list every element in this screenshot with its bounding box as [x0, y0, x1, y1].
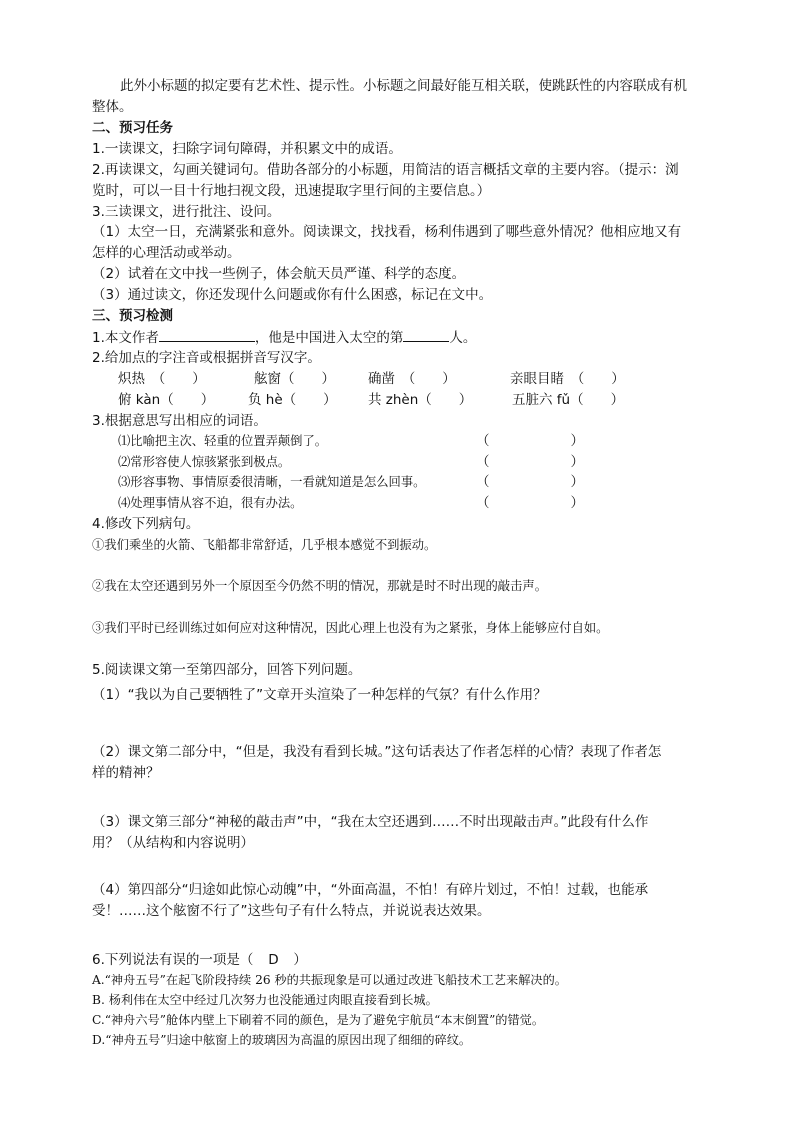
question-5-3-line-1: （3）课文第三部分“神秘的敲击声”中，“我在太空还遇到……不时出现敲击声。”此段有什么作: [92, 814, 649, 830]
question-3: 3.根据意思写出相应的词语。: [92, 413, 267, 429]
definition-item: ⑴比喻把主次、轻重的位置弄颠倒了。: [118, 434, 328, 448]
question-5-2-line-1: （2）课文第二部分中，“但是，我没有看到长城。”这句话表达了作者怎样的心情？表现了作者怎: [92, 744, 662, 760]
question-6-suffix: ）: [293, 952, 307, 968]
sick-sentence: ②我在太空还遇到另外一个原因至今仍然不明的情况，那就是时不时出现的敲击声。: [92, 579, 547, 593]
question-1-prefix: 1.本文作者: [92, 330, 159, 346]
author-blank[interactable]: [159, 327, 255, 342]
definition-item: ⑷处理事情从容不迫，很有办法。: [118, 496, 303, 510]
question-6-answer: D: [268, 952, 279, 968]
choice-option: A.“神舟五号”在起飞阶段持续 26 秒的共振现象是可以通过改进飞船技术工艺来解决的。: [92, 973, 567, 987]
task-3-1-line-1: （1）太空一日，充满紧张和意外。阅读课文，找找看，杨利伟遇到了哪些意外情况？他相应地又有: [92, 224, 682, 240]
choice-option: B. 杨利伟在太空中经过几次努力也没能通过肉眼直接看到长城。: [92, 993, 438, 1007]
sick-sentence: ①我们乘坐的火箭、飞船都非常舒适，几乎根本感觉不到振动。: [92, 538, 437, 552]
task-2-line-2: 览时，可以一目十行地扫视文段，迅速提取字里行间的主要信息。）: [92, 183, 491, 199]
question-5-4-line-2: 受！……这个舷窗不行了”这些句子有什么特点，并说说表达效果。: [92, 903, 491, 919]
pinyin-item: 炽热 （ ）: [118, 371, 206, 387]
pinyin-item: 俯 kàn（ ）: [118, 392, 215, 408]
task-3-2: （2）试着在文中找一些例子，体会航天员严谨、科学的态度。: [92, 266, 466, 282]
question-1: [92, 327, 476, 348]
pinyin-item: 五脏六 fǔ（ ）: [512, 392, 625, 408]
pinyin-item: 确凿 （ ）: [368, 371, 456, 387]
question-2: 2.给加点的字注音或根据拼音写汉字。: [92, 350, 321, 366]
question-1-middle: ，他是中国进入太空的第: [254, 330, 404, 346]
question-4: 4.修改下列病句。: [92, 516, 200, 532]
pinyin-item: 亲眼目睹 （ ）: [510, 371, 625, 387]
answer-blank[interactable]: （ ）: [476, 433, 584, 449]
task-1: 1.一读课文，扫除字词句障碍，并积累文中的成语。: [92, 141, 402, 157]
question-1-suffix: 人。: [449, 330, 477, 346]
section-heading-preview-check: 三、预习检测: [92, 308, 173, 324]
sick-sentence: ③我们平时已经训练过如何应对这种情况，因此心理上也没有为之紧张，身体上能够应付自如。: [92, 621, 609, 635]
task-3: 3.三读课文，进行批注、设问。: [92, 204, 281, 220]
order-blank[interactable]: [403, 327, 449, 342]
answer-blank[interactable]: （ ）: [476, 474, 584, 490]
definition-item: ⑶形容事物、事情原委很清晰，一看就知道是怎么回事。: [118, 475, 426, 489]
intro-line-2: 整体。: [92, 99, 133, 115]
question-6-prefix: 6.下列说法有误的一项是（: [92, 952, 254, 968]
task-3-1-line-2: 怎样的心理活动或举动。: [92, 245, 241, 261]
definition-item: ⑵常形容使人惊骇紧张到极点。: [118, 455, 291, 469]
question-5-3-line-2: 用？（从结构和内容说明）: [92, 835, 254, 851]
question-6: [92, 950, 307, 970]
pinyin-item: 负 hè（ ）: [248, 392, 337, 408]
intro-line-1: 此外小标题的拟定要有艺术性、提示性。小标题之间最好能互相关联，使跳跃性的内容联成有机: [120, 78, 687, 94]
choice-option: D.“神舟五号”归途中舷窗上的玻璃因为高温的原因出现了细细的碎纹。: [92, 1033, 472, 1047]
task-3-3: （3）通过读文，你还发现什么问题或你有什么困惑，标记在文中。: [92, 287, 493, 303]
task-2-line-1: 2.再读课文，勾画关键词句。借助各部分的小标题，用简洁的语言概括文章的主要内容。（提示：浏: [92, 162, 679, 178]
pinyin-item: 共 zhèn（ ）: [368, 392, 473, 408]
question-5-2-line-2: 样的精神？: [92, 765, 160, 781]
section-heading-preview-tasks: 二、预习任务: [92, 120, 173, 136]
question-5-1: （1）“我以为自己要牺牲了”文章开头渲染了一种怎样的气氛？有什么作用？: [92, 687, 547, 703]
answer-blank[interactable]: （ ）: [476, 454, 584, 470]
choice-option: C.“神舟六号”舱体内壁上下刷着不同的颜色，是为了避免宇航员“本末倒置”的错觉。: [92, 1013, 545, 1027]
question-5-4-line-1: （4）第四部分“归途如此惊心动魄”中，“外面高温，不怕！有碎片划过，不怕！过载，也能承: [92, 882, 649, 898]
pinyin-item: 舷窗（ ）: [254, 371, 335, 387]
answer-blank[interactable]: （ ）: [476, 495, 584, 511]
question-5: 5.阅读课文第一至第四部分，回答下列问题。: [92, 662, 362, 678]
